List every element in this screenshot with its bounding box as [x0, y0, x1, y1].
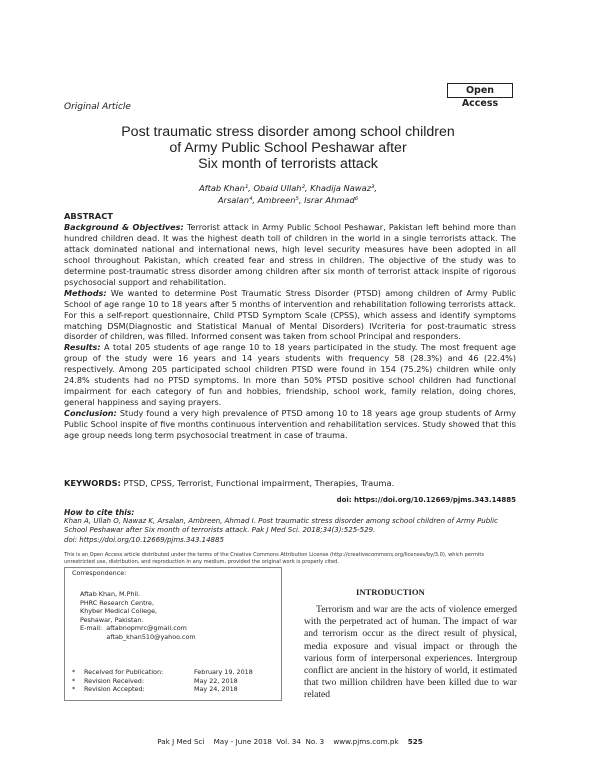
footer-page-number: 525: [407, 737, 423, 746]
article-type: Original Article: [64, 102, 131, 112]
date-value: May 24, 2018: [194, 685, 238, 694]
author-line: Aftab Khan¹, Obaid Ullah², Khadija Nawaz³,: [198, 183, 378, 193]
bullet-icon: *: [72, 685, 76, 694]
email-line[interactable]: aftab_khan510@yahoo.com: [80, 632, 196, 641]
citation-doi[interactable]: doi: https://doi.org/10.12669/pjms.343.14885: [64, 535, 224, 544]
abstract-methods: [64, 288, 516, 343]
address-line: Aftab Khan, M.Phil.: [80, 590, 141, 598]
bullet-icon: *: [72, 668, 76, 676]
background-text: Terrorist attack in Army Public School Peshawar, Pakistan left behind more than hundred children dead. It was the highest death toll of children in the world in a single terrorists attack. The attack dominated national and international news, high level security measures have been adopted in all school throughout Pakistan, which created fear and stress in children. The objective of the study was to determine post-traumatic stress disorder among children after six month of terrorist attack inspite of rigorous psychosocial support and rehabilitation.: [64, 221, 517, 287]
methods-label: Methods:: [64, 287, 107, 298]
conclusion-text: Study found a very high prevalence of PTSD among 10 to 18 years age group students of Army Public School inspite of five months continuous intervention and rehabilitation services. Study showed that this age group needs long term psychosocial treatment in case of trauma.: [64, 408, 516, 441]
abstract-heading: ABSTRACT: [64, 211, 113, 221]
results-text: A total 205 students of age range 10 to 18 years participated in the study. The most frequent age group of the study were 16 years and 14 years students with frequency 58 (28.3%) and 46 (22.4%) respectively. Among 205 participated school children PTSD were found in 154 (75.2%) children while only 24.8% students had no PTSD symptoms. In more than 50% PTSD positive school children had functional impairment for each category of fun and hobbies, friendship, school work, family relation, doing chores, general happiness and saying prayers.: [64, 342, 516, 408]
page-footer: [64, 737, 516, 746]
correspondence-label: Correspondence:: [72, 569, 127, 577]
how-to-cite: [64, 508, 516, 545]
date-label: Revision Received:: [84, 676, 144, 685]
abstract-background: [64, 222, 516, 288]
date-row: [72, 685, 253, 694]
author-list: [64, 182, 512, 206]
date-row: [72, 668, 253, 677]
date-label: Received for Publication:: [84, 668, 164, 676]
background-label: Background & Objectives:: [64, 221, 184, 232]
methods-text: We wanted to determine Post Traumatic Stress Disorder (PTSD) among children of Army Public School of age range 10 to 18 years after 5 months of intervention and rehabilitation following terrorists attack. For this a self-report questionnaire, Child PTSD Symptom Scale (CPSS), which assess and identify symptoms matching DSM(Diagnostic and Statistical Manual of Mental Disorders) IVcriteria for post-traumatic stress disorder of children, was filled. Informed consent was taken from school Principal and responders.: [64, 287, 516, 342]
article-title: [64, 124, 512, 172]
address-line: PHRC Research Centre,: [80, 598, 155, 607]
abstract-results: [64, 342, 516, 408]
date-row: [72, 677, 253, 686]
abstract-conclusion: [64, 408, 516, 441]
introduction-heading: INTRODUCTION: [356, 587, 425, 597]
correspondence-address: [80, 590, 196, 642]
title-line: Post traumatic stress disorder among school children: [121, 124, 455, 140]
keywords-label: KEYWORDS:: [64, 478, 121, 488]
citation-text: Khan A, Ullah O, Nawaz K, Arsalan, Ambreen, Ahmad I. Post traumatic stress disorder among school children of Army Public School Peshawar after Six month of terrorists attack. Pak J Med Sci. 2018;34(3):525-529.: [64, 517, 498, 535]
footer-url[interactable]: www.pjms.com.pk: [333, 737, 399, 746]
date-label: Revision Accepted:: [84, 685, 145, 694]
conclusion-label: Conclusion:: [64, 408, 117, 419]
title-line: Six month of terrorists attack: [198, 156, 378, 172]
results-label: Results:: [64, 342, 101, 353]
open-access-notice: This is an Open Access article distributed under the terms of the Creative Commons Attribution License (http://creativecommons.org/licenses/by/3.0), which permits unrestricted use, distribution, and reproduction in any medium, provided the original work is properly cited.: [64, 552, 484, 566]
author-line: Arsalan⁴, Ambreen⁵, Israr Ahmad⁶: [217, 195, 359, 205]
email-line[interactable]: E-mail: aftabnopmrc@gmail.com: [80, 624, 187, 633]
keywords: [64, 478, 394, 488]
date-value: February 19, 2018: [194, 668, 253, 676]
address-line: Peshawar, Pakistan.: [80, 615, 144, 624]
introduction-text: Terrorism and war are the acts of violence emerged with the perpetrated act of human. The impact of war and terrorism occur as the direct result of physical, media exposure and visual impact or through the various form of interpersonal experiences. Intergroup conflict are ancient in the history of world, it estimated that two million children have been killed due to war related: [304, 604, 517, 701]
abstract: [64, 211, 516, 441]
publication-dates: [72, 668, 253, 694]
how-to-cite-heading: How to cite this:: [64, 508, 135, 517]
keywords-text: PTSD, CPSS, Terrorist, Functional impairment, Therapies, Trauma.: [120, 478, 395, 488]
footer-issue: May - June 2018 Vol. 34 No. 3: [213, 737, 325, 746]
address-line: Khyber Medical College,: [80, 607, 158, 616]
bullet-icon: *: [72, 676, 76, 685]
open-access-badge: Open Access: [447, 83, 513, 98]
footer-journal: Pak J Med Sci: [157, 737, 205, 746]
date-value: May 22, 2018: [194, 676, 238, 685]
doi-link[interactable]: doi: https://doi.org/10.12669/pjms.343.14885: [336, 496, 516, 504]
title-line: of Army Public School Peshawar after: [169, 140, 407, 156]
